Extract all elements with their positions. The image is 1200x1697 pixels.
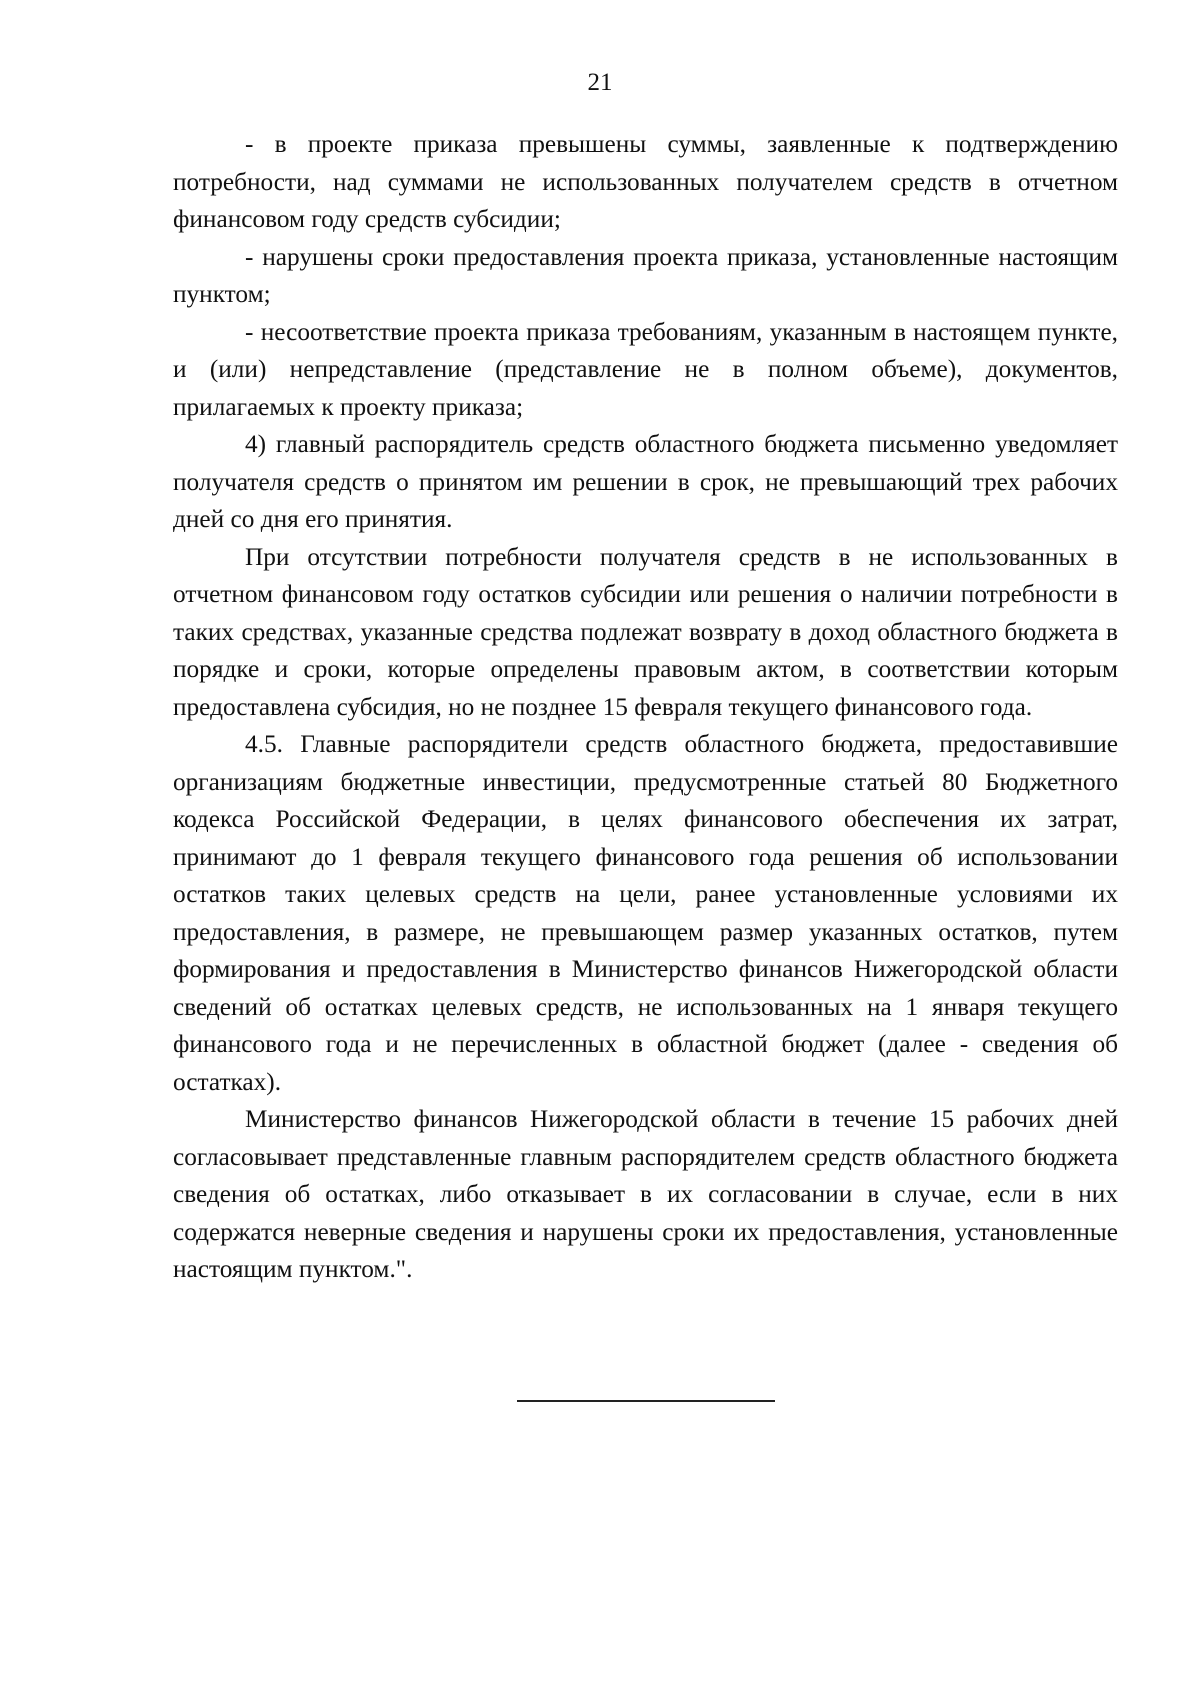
paragraph-ministry-approval: Министерство финансов Нижегородской области в течение 15 рабочих дней согласовывает представленные главным распорядителем средств областного бюджета сведения об остатках, либо отказывает в их согласовании в случае, если в них содержатся неверные сведения и нарушены сроки их предоставления, установленные настоящим пунктом.". [173, 1105, 1118, 1283]
paragraph-refund: При отсутствии потребности получателя средств в не использованных в отчетном финансовом году остатков субсидии или решения о наличии потребности в таких средствах, указанные средства подлежат возврату в доход областного бюджета в порядке и сроки, которые определены правовым актом, в соответствии которым предоставлена субсидия, но не позднее 15 февраля текущего финансового года. [173, 542, 1118, 721]
end-divider-line [517, 1400, 775, 1402]
page-number: 21 [587, 69, 613, 96]
document-body [173, 126, 1118, 1289]
paragraph-section-4-5: 4.5. Главные распорядители средств областного бюджета, предоставившие организациям бюджетные инвестиции, предусмотренные статьей 80 Бюджетного кодекса Российской Федерации, в целях финансового обеспечения их затрат, принимают до 1 февраля текущего финансового года решения об использовании остатков таких целевых средств на цели, ранее установленные условиями их предоставления, в размере, не превышающем размер указанных остатков, путем формирования и предоставления в Министерство финансов Нижегородской области сведений об остатках целевых средств, не использованных на 1 января текущего финансового года и не перечисленных в областной бюджет (далее - сведения об остатках). [173, 730, 1118, 1096]
paragraph-deadline-violation: - нарушены сроки предоставления проекта приказа, установленные настоящим пунктом; [173, 242, 1118, 308]
paragraph-excess-amounts: - в проекте приказа превышены суммы, заявленные к подтверждению потребности, над суммами не использованных получателем средств в отчетном финансовом году средств субсидии; [173, 130, 1118, 233]
paragraph-notification: 4) главный распорядитель средств областного бюджета письменно уведомляет получателя средств о принятом им решении в срок, не превышающий трех рабочих дней со дня его принятия. [173, 430, 1118, 533]
paragraph-noncompliance: - несоответствие проекта приказа требованиям, указанным в настоящем пункте, и (или) непредставление (представление не в полном объеме), документов, прилагаемых к проекту приказа; [173, 317, 1118, 421]
